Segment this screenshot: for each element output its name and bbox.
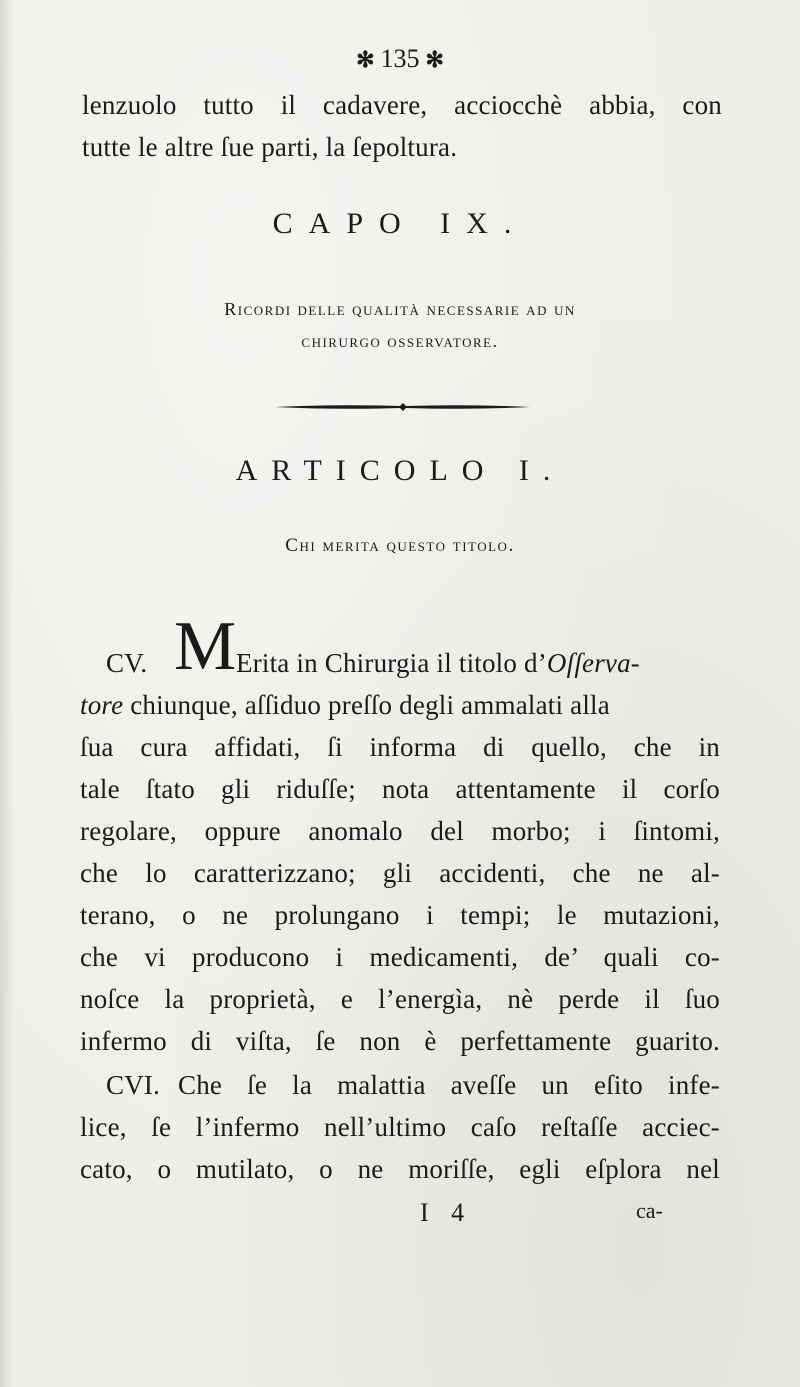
body-line: lice, ſe l’infermo nell’ultimo caſo reſtaſſe acciec- bbox=[80, 1112, 720, 1142]
body-line: terano, o ne prolungano i tempi; le mutazioni, bbox=[80, 900, 720, 930]
body-line: lenzuolo tutto il cadavere, acciocchè abbia, con bbox=[82, 90, 722, 120]
page-edge-shadow bbox=[0, 0, 14, 1387]
italic-word: Oſſerva- bbox=[546, 648, 640, 678]
body-line: tale ſtato gli riduſſe; nota attentamente il corſo bbox=[80, 774, 720, 804]
body-line: ſua cura affidati, ſi informa di quello, che in bbox=[80, 732, 720, 762]
catchword: ca- bbox=[636, 1198, 663, 1223]
ornament-right-icon: ✻ bbox=[425, 47, 444, 72]
ornament-left-icon: ✻ bbox=[356, 47, 375, 72]
body-line: cato, o mutilato, o ne moriſſe, egli eſplora nel bbox=[80, 1154, 720, 1184]
chapter-subtitle-line2: chirurgo osservatore. bbox=[301, 331, 499, 351]
drop-cap: M bbox=[174, 608, 237, 685]
article-title: ARTICOLO I. bbox=[235, 454, 565, 487]
chapter-title: CAPO IX. bbox=[272, 207, 528, 240]
paragraph-number-cv: CV. bbox=[106, 648, 148, 678]
body-line: Che ſe la malattia aveſſe un eſito infe- bbox=[178, 1070, 720, 1100]
body-line: tore chiunque, aſſiduo preſſo degli ammalati alla bbox=[80, 690, 610, 720]
paragraph-number-cvi: CVI. bbox=[106, 1070, 161, 1100]
body-line: infermo di viſta, ſe non è perfettamente guarito. bbox=[80, 1026, 720, 1056]
body-line: noſce la proprietà, e l’energìa, nè perde il ſuo bbox=[80, 984, 720, 1014]
running-head bbox=[300, 44, 500, 75]
chapter-subtitle-line1: Ricordi delle qualità necessarie ad un bbox=[224, 299, 576, 319]
body-line: che lo caratterizzano; gli accidenti, che ne al- bbox=[80, 858, 720, 888]
body-line: Erita in Chirurgia il titolo d’Oſſerva- bbox=[236, 648, 640, 678]
signature-mark: I 4 bbox=[420, 1198, 473, 1227]
body-line: regolare, oppure anomalo del morbo; i ſintomi, bbox=[80, 816, 720, 846]
decorative-rule-icon bbox=[275, 403, 530, 411]
body-line: che vi producono i medicamenti, de’ quali co- bbox=[80, 942, 720, 972]
article-subtitle: Chi merita questo titolo. bbox=[285, 535, 515, 556]
body-line: tutte le altre ſue parti, la ſepoltura. bbox=[82, 132, 458, 162]
page-number: 135 bbox=[380, 44, 420, 73]
italic-word: tore bbox=[80, 690, 124, 720]
